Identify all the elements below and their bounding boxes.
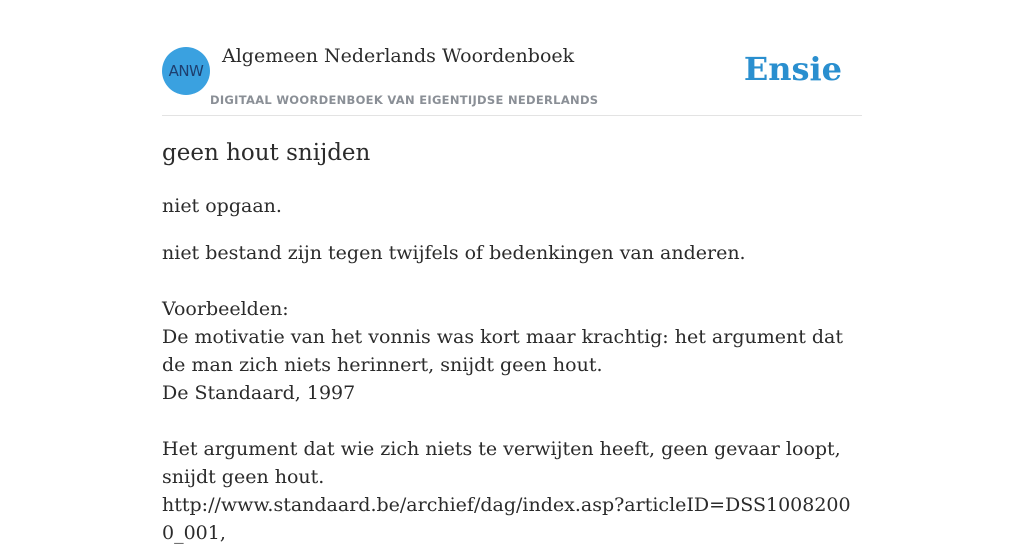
site-header <box>162 0 862 116</box>
example-source-link[interactable]: http://www.standaard.be/archief/dag/index.asp?articleID=DSS10082000_001, <box>162 494 851 544</box>
example-source: De Standaard, 1997 <box>162 382 356 404</box>
definition-short: niet opgaan. <box>162 195 282 217</box>
example-quote: De motivatie van het vonnis was kort maar krachtig: het argument dat de man zich niets herinnert, snijdt geen hout. <box>162 326 844 376</box>
entry-content <box>162 192 862 547</box>
ensie-brand-link[interactable]: Ensie <box>743 50 842 88</box>
examples-block <box>162 295 862 547</box>
spacer <box>162 267 862 295</box>
page <box>162 0 862 544</box>
site-title[interactable]: Algemeen Nederlands Woordenboek <box>222 45 575 67</box>
anw-logo[interactable] <box>162 47 210 95</box>
site-subtitle: DIGITAAL WOORDENBOEK VAN EIGENTIJDSE NEDERLANDS <box>210 93 599 107</box>
spacer <box>162 407 862 435</box>
entry-title: geen hout snijden <box>162 140 371 166</box>
example-quote: Het argument dat wie zich niets te verwijten heeft, geen gevaar loopt, snijdt geen hout. <box>162 438 841 488</box>
examples-heading: Voorbeelden: <box>162 298 289 320</box>
logo-text: ANW <box>168 62 204 80</box>
definition-long: niet bestand zijn tegen twijfels of bedenkingen van anderen. <box>162 242 746 264</box>
